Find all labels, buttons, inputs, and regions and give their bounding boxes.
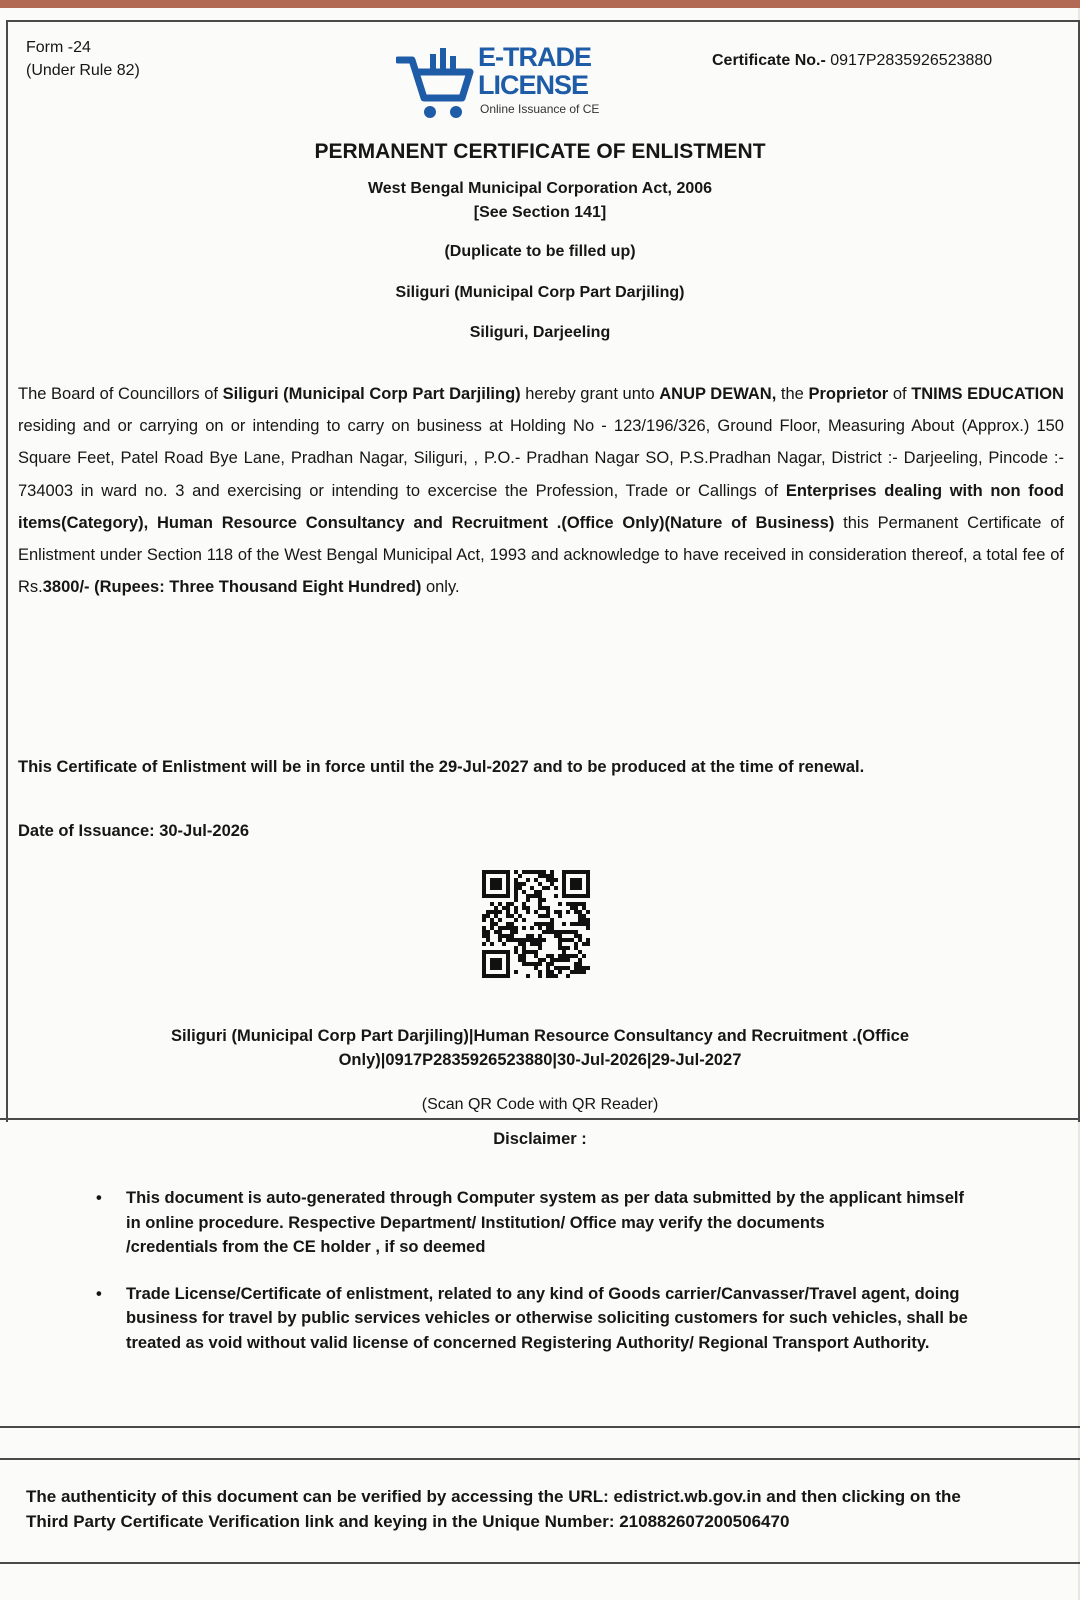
certificate-number-value: 0917P2835926523880 xyxy=(830,52,993,69)
grant-text: this Permanent Certificate of Enlistment under Section 118 of the West Bengal Municipal Act, 1993 and acknowledge to have received in consideration thereof, a total fee of Rs. xyxy=(18,513,1064,597)
disclaimer-list xyxy=(96,1186,1080,1377)
divider xyxy=(0,1458,1080,1460)
grant-text: The Board of Councillors of xyxy=(18,385,223,403)
verification-line: The authenticity of this document can be verified by accessing the URL: edistrict.wb.gov.in and then clicking on the xyxy=(26,1487,961,1506)
cart-icon xyxy=(396,46,478,124)
duplicate-note: (Duplicate to be filled up) xyxy=(444,243,636,260)
disclaimer-line: /credentials from the CE holder , if so deemed xyxy=(126,1238,486,1256)
business-nature: Enterprises dealing with non food items(Category), Human Resource Consultancy and Recruitment .(Office Only)(Nature of Business) xyxy=(18,481,1064,532)
city-name: Siliguri, Darjeeling xyxy=(469,324,611,341)
grant-text: only. xyxy=(421,578,460,597)
form-rule: (Under Rule 82) xyxy=(26,62,140,79)
act-section: [See Section 141] xyxy=(473,204,607,221)
disclaimer-line: business for travel by public services vehicles or otherwise soliciting customers for such vehicles, shall be xyxy=(126,1309,968,1327)
qr-code-icon xyxy=(482,870,590,978)
list-item xyxy=(96,1186,1080,1260)
disclaimer-line: in online procedure. Respective Department/ Institution/ Office may verify the documents xyxy=(126,1213,825,1232)
grant-paragraph xyxy=(18,378,1064,603)
grant-municipality: Siliguri (Municipal Corp Part Darjiling) xyxy=(222,385,521,403)
qr-caption xyxy=(120,1024,960,1072)
top-edge-strip xyxy=(0,0,1080,8)
disclaimer-line: • Trade License/Certificate of enlistment, related to any kind of Goods carrier/Canvasser/Travel agent, doing xyxy=(126,1284,960,1303)
issuance-date: Date of Issuance: 30-Jul-2026 xyxy=(18,822,250,840)
grant-text: of xyxy=(888,385,912,403)
municipality-name: Siliguri (Municipal Corp Part Darjiling) xyxy=(395,284,685,301)
divider xyxy=(0,1562,1080,1564)
validity-statement: This Certificate of Enlistment will be in force until the 29-Jul-2027 and to be produced at the time of renewal. xyxy=(18,758,865,776)
business-address: residing and or carrying on or intending to carry on business at Holding No - 123/196/326, Ground Floor, Measuring About (Approx.) 150 Square Feet, Patel Road Bye Lane, Pradhan Nagar, Siliguri, , P.O.- Pradhan Nagar SO, P.S.Pradhan Nagar, District :- Darjeeling, Pincode :- 734003 in ward no. 3 and exercising or intending to excercise the Profession, Trade or Callings of xyxy=(18,417,1064,500)
qr-caption-line: Only)|0917P2835926523880|30-Jul-2026|29-Jul-2027 xyxy=(338,1051,742,1069)
grant-text: hereby grant unto xyxy=(520,385,660,403)
form-number: Form -24 xyxy=(26,39,91,56)
qr-caption-line: Siliguri (Municipal Corp Part Darjiling)|Human Resource Consultancy and Recruitment .(Office xyxy=(170,1027,910,1045)
qr-scan-hint: (Scan QR Code with QR Reader) xyxy=(421,1096,659,1113)
logo-text-etrade: E-TRADE xyxy=(478,42,591,72)
document-title: PERMANENT CERTIFICATE OF ENLISTMENT xyxy=(314,140,766,163)
disclaimer-heading: Disclaimer : xyxy=(493,1130,587,1148)
verification-line: Third Party Certificate Verification link and keying in the Unique Number: 210882607200506470 xyxy=(26,1512,790,1531)
etrade-license-logo xyxy=(396,42,616,122)
disclaimer-line: treated as void without valid license of concerned Registering Authority/ Regional Transport Authority. xyxy=(126,1333,930,1352)
divider xyxy=(0,1426,1080,1428)
disclaimer-line: • This document is auto-generated through Computer system as per data submitted by the applicant himself xyxy=(126,1189,964,1207)
divider xyxy=(0,1118,1080,1120)
holder-name: ANUP DEWAN, xyxy=(659,385,777,403)
business-name: TNIMS EDUCATION xyxy=(911,385,1064,403)
list-item xyxy=(96,1282,1080,1356)
fee-amount: 3800/- (Rupees: Three Thousand Eight Hundred) xyxy=(42,578,422,597)
form-reference xyxy=(26,36,140,82)
verification-note xyxy=(26,1484,1080,1534)
logo-tagline: Online Issuance of CE xyxy=(480,102,600,116)
grant-text: the xyxy=(776,385,809,403)
holder-role: Proprietor xyxy=(808,385,889,403)
certificate-number xyxy=(712,52,992,70)
logo-text-license: LICENSE xyxy=(478,70,589,100)
act-title: West Bengal Municipal Corporation Act, 2006 xyxy=(367,180,713,197)
certificate-number-label: Certificate No.- xyxy=(712,52,826,69)
